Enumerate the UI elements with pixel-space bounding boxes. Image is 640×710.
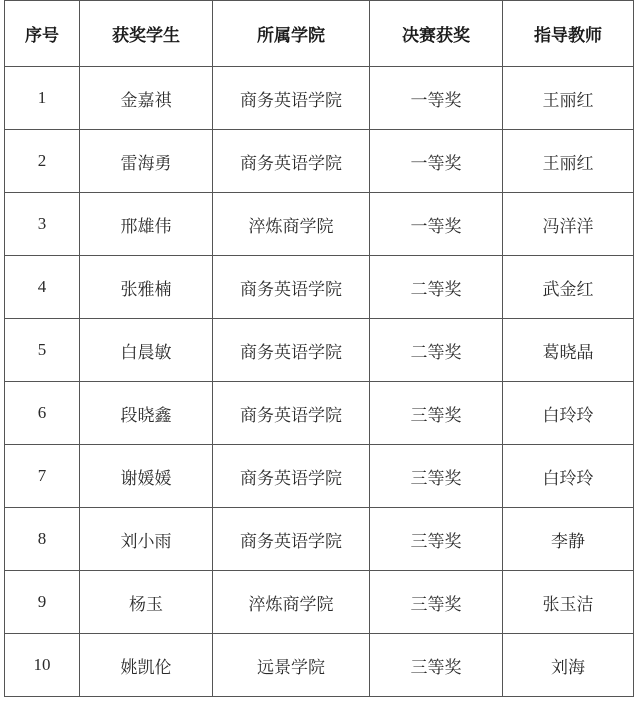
table-row: [5, 67, 634, 130]
table-row: [5, 256, 634, 319]
cell-index: 10: [5, 634, 80, 697]
cell-college: 商务英语学院: [213, 382, 370, 445]
awards-table-container: [4, 0, 634, 697]
table-row: [5, 445, 634, 508]
cell-award: 二等奖: [370, 319, 503, 382]
cell-student: 杨玉: [80, 571, 213, 634]
header-advisor: 指导教师: [503, 1, 634, 67]
cell-college: 商务英语学院: [213, 67, 370, 130]
cell-advisor: 武金红: [503, 256, 634, 319]
cell-award: 三等奖: [370, 508, 503, 571]
cell-college: 商务英语学院: [213, 445, 370, 508]
cell-student: 张雅楠: [80, 256, 213, 319]
cell-award: 一等奖: [370, 193, 503, 256]
cell-award: 三等奖: [370, 445, 503, 508]
cell-student: 姚凯伦: [80, 634, 213, 697]
cell-index: 2: [5, 130, 80, 193]
table-row: [5, 508, 634, 571]
table-row: [5, 130, 634, 193]
cell-college: 远景学院: [213, 634, 370, 697]
cell-advisor: 冯洋洋: [503, 193, 634, 256]
cell-index: 4: [5, 256, 80, 319]
cell-advisor: 葛晓晶: [503, 319, 634, 382]
header-index: 序号: [5, 1, 80, 67]
cell-index: 1: [5, 67, 80, 130]
cell-award: 三等奖: [370, 571, 503, 634]
cell-student: 金嘉祺: [80, 67, 213, 130]
cell-index: 8: [5, 508, 80, 571]
table-row: [5, 571, 634, 634]
cell-advisor: 王丽红: [503, 130, 634, 193]
cell-index: 7: [5, 445, 80, 508]
header-award: 决赛获奖: [370, 1, 503, 67]
cell-college: 淬炼商学院: [213, 193, 370, 256]
cell-advisor: 白玲玲: [503, 382, 634, 445]
cell-college: 商务英语学院: [213, 508, 370, 571]
header-student: 获奖学生: [80, 1, 213, 67]
cell-award: 三等奖: [370, 634, 503, 697]
cell-award: 二等奖: [370, 256, 503, 319]
cell-student: 邢雄伟: [80, 193, 213, 256]
cell-student: 白晨敏: [80, 319, 213, 382]
cell-college: 商务英语学院: [213, 256, 370, 319]
table-row: [5, 634, 634, 697]
awards-table: [4, 0, 634, 697]
cell-advisor: 李静: [503, 508, 634, 571]
cell-award: 一等奖: [370, 130, 503, 193]
cell-advisor: 白玲玲: [503, 445, 634, 508]
cell-student: 段晓鑫: [80, 382, 213, 445]
cell-advisor: 张玉洁: [503, 571, 634, 634]
cell-student: 雷海勇: [80, 130, 213, 193]
header-college: 所属学院: [213, 1, 370, 67]
cell-index: 5: [5, 319, 80, 382]
cell-index: 6: [5, 382, 80, 445]
cell-student: 谢媛媛: [80, 445, 213, 508]
cell-advisor: 王丽红: [503, 67, 634, 130]
cell-advisor: 刘海: [503, 634, 634, 697]
cell-index: 9: [5, 571, 80, 634]
table-row: [5, 193, 634, 256]
cell-college: 淬炼商学院: [213, 571, 370, 634]
cell-index: 3: [5, 193, 80, 256]
table-header-row: [5, 1, 634, 67]
cell-student: 刘小雨: [80, 508, 213, 571]
table-row: [5, 382, 634, 445]
cell-college: 商务英语学院: [213, 319, 370, 382]
cell-award: 一等奖: [370, 67, 503, 130]
table-row: [5, 319, 634, 382]
cell-award: 三等奖: [370, 382, 503, 445]
cell-college: 商务英语学院: [213, 130, 370, 193]
